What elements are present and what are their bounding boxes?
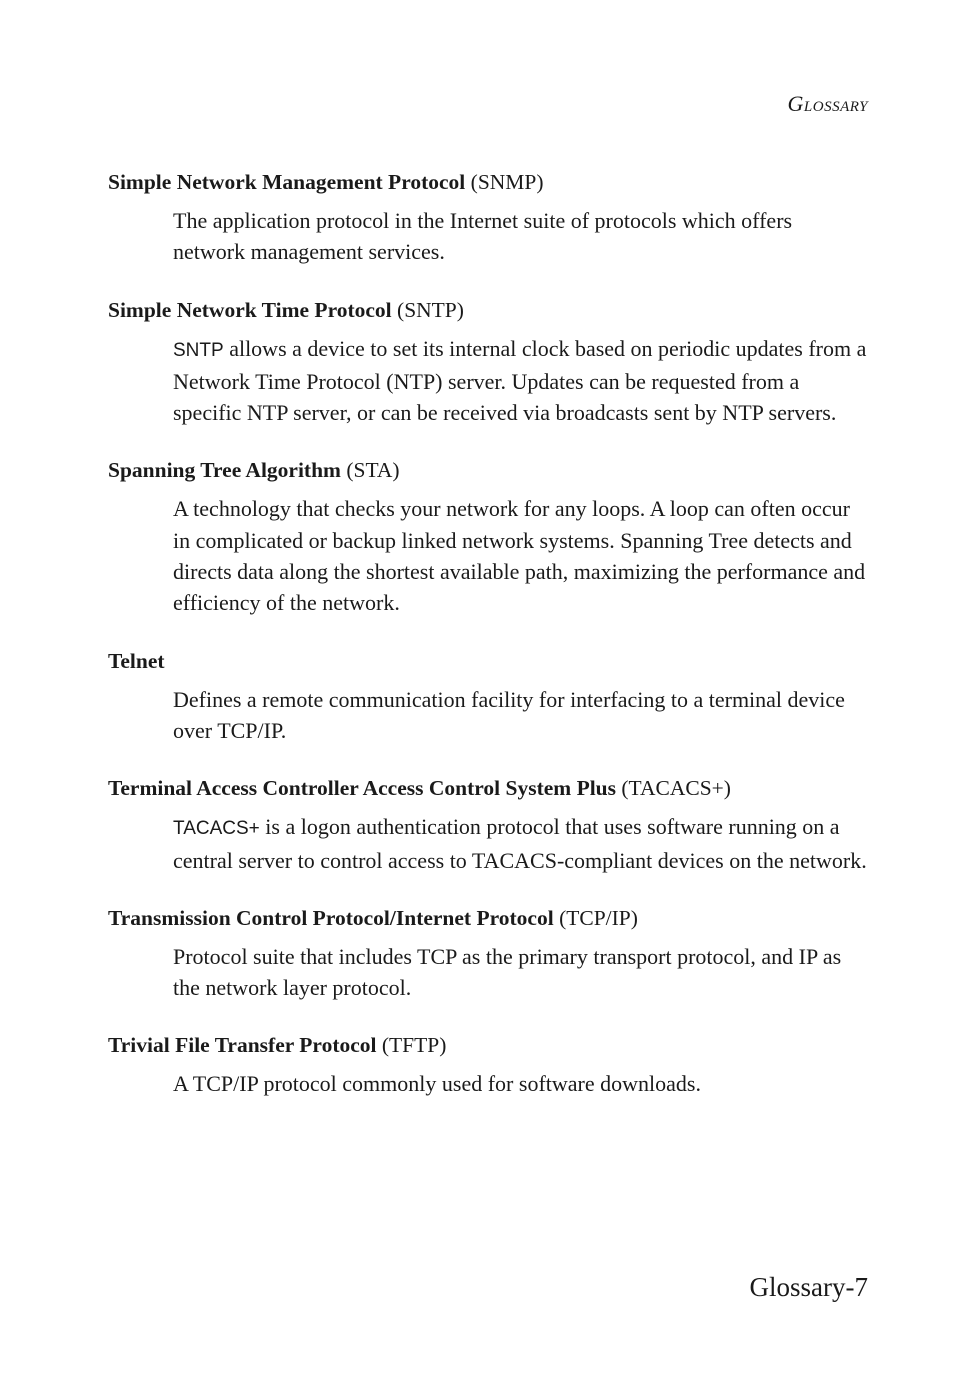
glossary-entries: [108, 167, 868, 1127]
definition-text: is a logon authentication protocol that uses software running on a central server to control access to TACACS-compliant devices on the network.: [173, 814, 867, 873]
term-abbreviation: (TACACS+): [621, 776, 731, 801]
term-abbreviation: (TFTP): [381, 1033, 447, 1058]
term-abbreviation: (SNTP): [397, 297, 464, 322]
term-definition: [173, 1068, 868, 1099]
glossary-entry-tacacs: [108, 773, 868, 876]
page-number: Glossary-7: [749, 1272, 868, 1302]
glossary-term: [108, 773, 868, 804]
definition-lead: TACACS+: [173, 818, 260, 840]
glossary-entry-tcpip: [108, 903, 868, 1004]
term-name: Simple Network Time Protocol: [108, 297, 392, 322]
glossary-entry-tftp: [108, 1030, 868, 1099]
definition-text: A TCP/IP protocol commonly used for software downloads.: [173, 1071, 701, 1097]
definition-text: The application protocol in the Internet suite of protocols which offers network management services.: [173, 208, 793, 265]
definition-text: A technology that checks your network for any loops. A loop can often occur in complicated or backup linked network systems. Spanning Tree detects and directs data along the shortest available path, maximizing the performance and efficiency of the network.: [173, 496, 866, 616]
term-abbreviation: (SNMP): [470, 170, 544, 194]
term-definition: [173, 811, 868, 876]
definition-text: Defines a remote communication facility for interfacing to a terminal device over TCP/IP.: [173, 686, 845, 743]
glossary-entry-sntp: [108, 295, 868, 429]
term-name: Transmission Control Protocol/Internet Protocol: [108, 905, 554, 930]
term-definition: [173, 684, 868, 747]
glossary-term: [108, 295, 868, 326]
glossary-entry-telnet: [108, 646, 868, 747]
glossary-term: [108, 903, 868, 934]
definition-lead: SNTP: [173, 339, 224, 361]
term-name: Terminal Access Controller Access Control System Plus: [108, 776, 617, 801]
glossary-entry-snmp: [108, 167, 868, 268]
glossary-term: [108, 1030, 868, 1061]
term-name: Spanning Tree Algorithm: [108, 458, 341, 483]
running-header: Glossary: [787, 91, 868, 116]
term-name: Trivial File Transfer Protocol: [108, 1033, 377, 1058]
definition-text: allows a device to set its internal clock based on periodic updates from a Network Time Protocol (NTP) server. Updates can be requested from a specific NTP server, or can be received via broadcasts sent by NTP servers.: [173, 335, 867, 426]
term-definition: [173, 493, 868, 618]
glossary-entry-sta: [108, 455, 868, 618]
term-name: Telnet: [108, 648, 165, 673]
term-definition: [173, 941, 868, 1004]
term-abbreviation: (TCP/IP): [559, 905, 638, 930]
term-abbreviation: (STA): [346, 458, 400, 483]
term-definition: [173, 333, 868, 429]
glossary-term: [108, 167, 868, 198]
term-definition: [173, 205, 868, 268]
glossary-term: [108, 455, 868, 486]
definition-text: Protocol suite that includes TCP as the primary transport protocol, and IP as the network layer protocol.: [173, 943, 842, 1001]
term-name: Simple Network Management Protocol: [108, 170, 466, 194]
glossary-term: [108, 646, 868, 677]
